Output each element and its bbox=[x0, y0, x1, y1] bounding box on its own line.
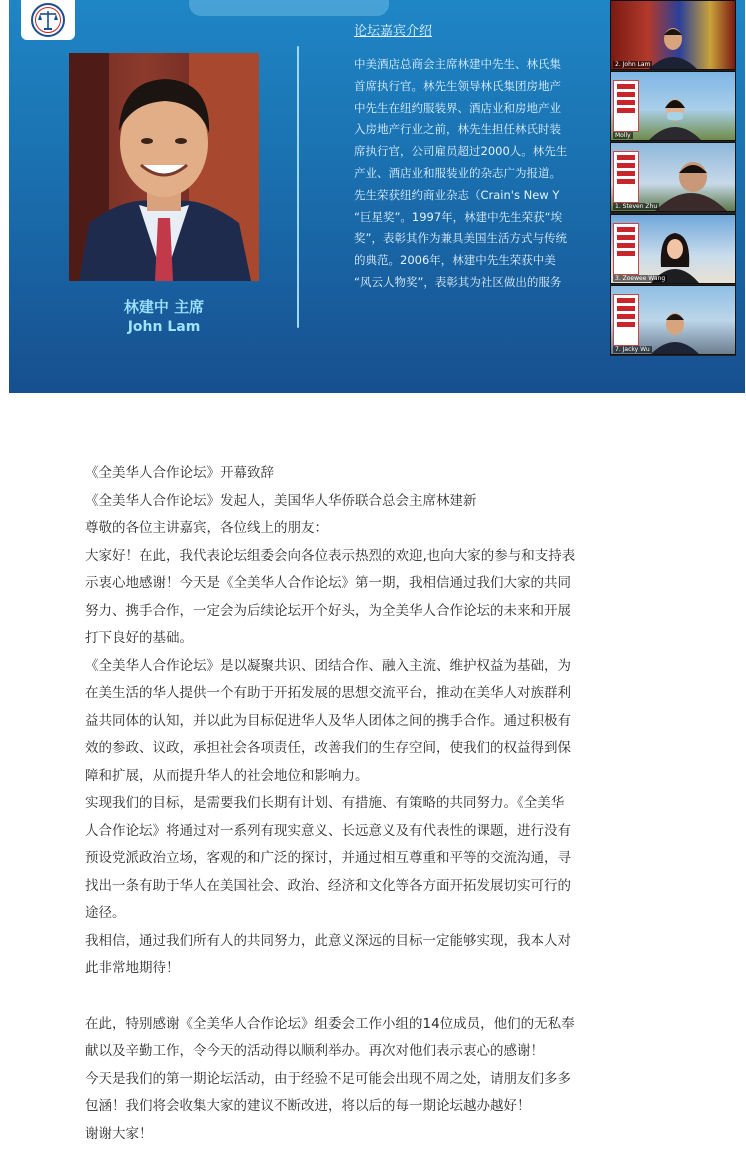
section-title: 论坛嘉宾介绍 bbox=[354, 24, 433, 39]
speech-line: 找出一条有助于华人在美国社会、政治、经济和文化等各方面开拓发展切实可行的 bbox=[85, 877, 571, 894]
participant-person-icon bbox=[645, 90, 705, 140]
participant-person-icon bbox=[645, 304, 705, 354]
scales-icon bbox=[29, 2, 67, 38]
forum-banner bbox=[613, 80, 639, 132]
speech-title: 《全美华人合作论坛》开幕致辞 bbox=[85, 465, 274, 481]
speech-line: 途径。 bbox=[85, 905, 126, 921]
participant-tile[interactable] bbox=[610, 142, 736, 212]
participant-tile[interactable] bbox=[610, 285, 736, 355]
intro-line: 中美酒店总商会主席林建中先生、林氏集 bbox=[354, 57, 561, 71]
participant-person-icon bbox=[651, 155, 731, 211]
speech-line: 益共同体的认知，并以此为目标促进华人及华人团体之间的携手合作。通过积极有 bbox=[85, 712, 571, 729]
speech-line: 在此，特别感谢《全美华人合作论坛》组委会工作小组的14位成员，他们的无私奉 bbox=[85, 1015, 575, 1032]
speech-line: 此非常地期待！ bbox=[85, 960, 180, 976]
intro-line: 首席执行官。林先生领导林氏集团房地产 bbox=[354, 78, 561, 93]
speech-line: 示衷心地感谢！今天是《全美华人合作论坛》第一期，我相信通过我们大家的共同 bbox=[85, 575, 571, 591]
speech-line: 打下良好的基础。 bbox=[85, 630, 193, 646]
speech-line: 在美生活的华人提供一个有助于开拓发展的思想交流平台，推动在美华人对族群利 bbox=[85, 685, 571, 701]
speech-line: 大家好！在此，我代表论坛组委会向各位表示热烈的欢迎,也向大家的参与和支持表 bbox=[85, 547, 576, 564]
speaker-intro-text bbox=[354, 54, 614, 294]
forum-banner bbox=[613, 294, 639, 346]
intro-line: “风云人物奖”，表彰其为社区做出的服务 bbox=[354, 274, 562, 289]
participant-name: Molly bbox=[615, 132, 631, 140]
speech-greeting: 尊敬的各位主讲嘉宾，各位线上的朋友： bbox=[85, 520, 328, 536]
intro-line: “巨星奖”。1997年，林建中先生荣获“埃 bbox=[354, 209, 563, 224]
speech-line: 障和扩展，从而提升华人的社会地位和影响力。 bbox=[85, 767, 369, 784]
speech-line: 实现我们的目标，是需要我们长期有计划、有措施、有策略的共同努力。《全美华 bbox=[85, 795, 565, 811]
participant-tile[interactable] bbox=[610, 71, 736, 141]
speaker-name-chinese: 林建中 主席 bbox=[123, 298, 205, 316]
forum-banner bbox=[613, 223, 639, 275]
intro-line: 中先生在纽约服装界、酒店业和房地产业 bbox=[354, 100, 561, 115]
speech-closing: 谢谢大家！ bbox=[85, 1125, 153, 1142]
slide-panel bbox=[9, 0, 745, 393]
participant-tile[interactable] bbox=[610, 0, 736, 70]
speaker-name-english: John Lam bbox=[127, 319, 201, 335]
slide-header-glow bbox=[189, 0, 389, 16]
speech-line: 今天是我们的第一期论坛活动，由于经验不足可能会出现不周之处，请朋友们多多 bbox=[85, 1070, 571, 1087]
speech-author: 《全美华人合作论坛》发起人，美国华人华侨联合总会主席林建新 bbox=[85, 492, 477, 509]
participant-name: 1. Steven Zhu bbox=[615, 203, 658, 211]
speech-line: 效的参政、议政，承担社会各项责任，改善我们的生存空间，使我们的权益得到保 bbox=[85, 740, 571, 756]
opening-speech-document bbox=[85, 460, 685, 1148]
intro-line: 的典范。2006年，林建中先生荣获中美 bbox=[354, 253, 556, 268]
speech-line: 努力、携手合作，一定会为后续论坛开个好头，为全美华人合作论坛的未来和开展 bbox=[85, 602, 571, 619]
video-participant-panel bbox=[610, 0, 736, 356]
participant-tile[interactable] bbox=[610, 214, 736, 284]
intro-line: 奖”，表彰其作为兼具美国生活方式与传统 bbox=[354, 231, 567, 246]
speech-line: 人合作论坛》将通过对一系列有现实意义、长远意义及有代表性的课题，进行没有 bbox=[85, 822, 571, 839]
participant-name: 3. Zoewee Wang bbox=[615, 274, 666, 282]
forum-banner bbox=[613, 151, 639, 203]
participant-name: 7. Jacky Wu bbox=[615, 345, 650, 353]
participant-name: 2. John Lam bbox=[615, 61, 651, 68]
speaker-photo bbox=[69, 53, 259, 281]
intro-line: 先生荣获纽约商业杂志（Crain's New Y bbox=[354, 187, 560, 202]
intro-line: 入房地产行业之前，林先生担任林氏时装 bbox=[354, 122, 561, 137]
organization-logo bbox=[21, 0, 75, 40]
speech-line: 我相信，通过我们所有人的共同努力，此意义深远的目标一定能够实现，我本人对 bbox=[85, 932, 571, 949]
speech-line: 献以及辛勤工作，令今天的活动得以顺利举办。再次对他们表示衷心的感谢！ bbox=[85, 1043, 544, 1059]
speech-line: 预设党派政治立场，客观的和广泛的探讨，并通过相互尊重和平等的交流沟通，寻 bbox=[85, 850, 571, 866]
slide-divider bbox=[297, 46, 299, 328]
intro-line: 产业、酒店业和服装业的杂志广为报道。 bbox=[354, 165, 561, 180]
intro-line: 席执行官，公司雇员超过2000人。林先生 bbox=[354, 144, 568, 159]
speech-line: 包涵！我们将会收集大家的建议不断改进，将以后的每一期论坛越办越好！ bbox=[85, 1098, 531, 1114]
paragraph-gap bbox=[85, 983, 685, 1011]
speech-line: 《全美华人合作论坛》是以凝聚共识、团结合作、融入主流、维护权益为基础，为 bbox=[85, 657, 571, 674]
